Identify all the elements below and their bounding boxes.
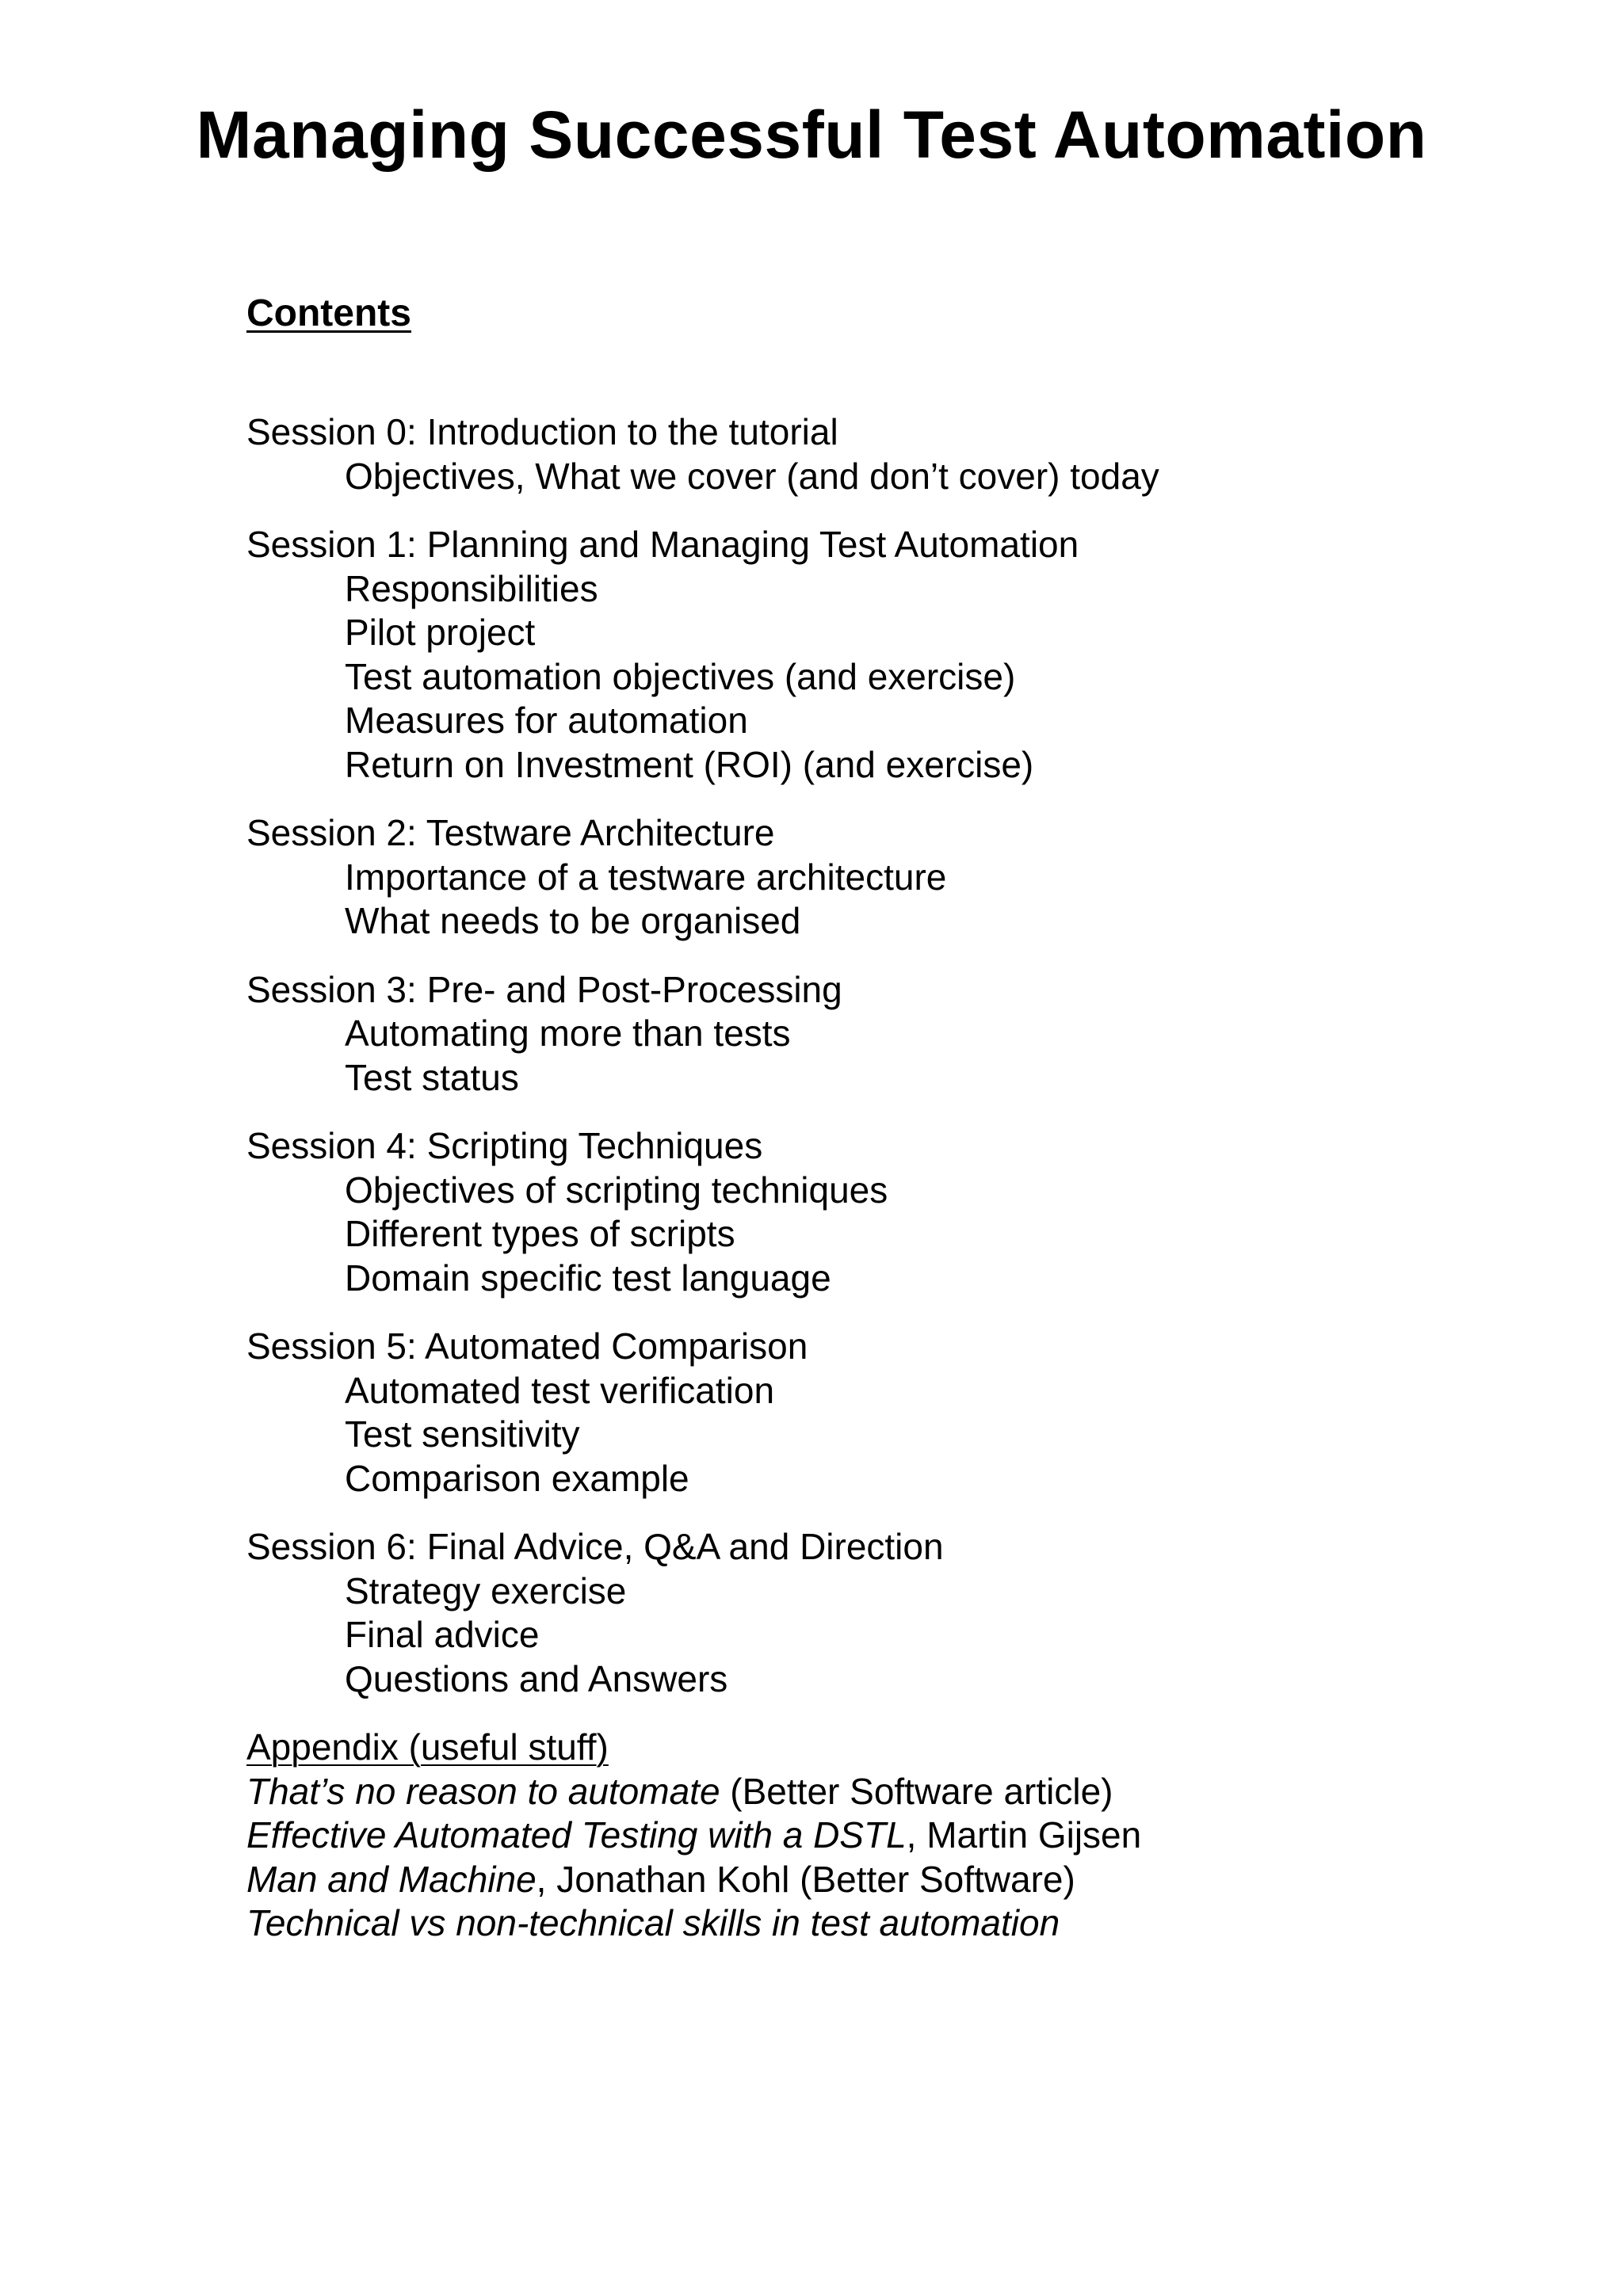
session-item: Domain specific test language	[345, 1257, 831, 1299]
session-item: Objectives of scripting techniques	[345, 1169, 888, 1211]
session-item: Automating more than tests	[345, 1013, 791, 1054]
appendix-item-title: Technical vs non-technical skills in test automation	[246, 1902, 1060, 1943]
session-items	[246, 455, 1514, 499]
session-1	[246, 523, 1514, 787]
session-items	[246, 567, 1514, 788]
document-title: Managing Successful Test Automation	[196, 97, 1427, 172]
appendix-item-detail: , Martin Gijsen	[906, 1814, 1142, 1855]
session-title: Session 2: Testware Architecture	[246, 812, 775, 853]
session-item: Pilot project	[345, 612, 536, 653]
session-item: Automated test verification	[345, 1369, 775, 1411]
session-title: Session 1: Planning and Managing Test Automation	[246, 524, 1079, 565]
appendix-item-title: Man and Machine	[246, 1858, 537, 1900]
session-item: Responsibilities	[345, 567, 598, 609]
session-title: Session 0: Introduction to the tutorial	[246, 411, 838, 452]
appendix-item	[246, 1814, 1514, 1858]
session-item: Comparison example	[345, 1457, 689, 1499]
session-items	[246, 1569, 1514, 1702]
session-title: Session 3: Pre- and Post-Processing	[246, 968, 842, 1010]
session-item: Measures for automation	[345, 700, 748, 741]
session-5	[246, 1325, 1514, 1501]
session-item: Return on Investment (ROI) (and exercise)	[345, 743, 1034, 785]
contents-heading: Contents	[246, 292, 411, 334]
session-3	[246, 968, 1514, 1100]
session-4	[246, 1124, 1514, 1300]
appendix	[246, 1726, 1514, 1946]
session-items	[246, 856, 1514, 944]
appendix-item-title: Effective Automated Testing with a DSTL	[246, 1814, 907, 1855]
appendix-item	[246, 1901, 1514, 1946]
session-item: Test automation objectives (and exercise)	[345, 655, 1016, 697]
session-items	[246, 1012, 1514, 1100]
session-title: Session 4: Scripting Techniques	[246, 1125, 763, 1166]
session-item: Questions and Answers	[345, 1657, 728, 1699]
session-title: Session 6: Final Advice, Q&A and Direction	[246, 1526, 944, 1567]
appendix-item-title: That’s no reason to automate	[246, 1770, 720, 1812]
session-item: Objectives, What we cover (and don’t cover) today	[345, 455, 1159, 497]
appendix-item	[246, 1858, 1514, 1902]
session-item: What needs to be organised	[345, 900, 801, 941]
session-item: Strategy exercise	[345, 1569, 627, 1611]
session-0	[246, 410, 1514, 498]
session-title: Session 5: Automated Comparison	[246, 1325, 808, 1367]
session-item: Test sensitivity	[345, 1413, 580, 1455]
appendix-item	[246, 1770, 1514, 1814]
session-6	[246, 1525, 1514, 1701]
session-item: Final advice	[345, 1614, 540, 1655]
appendix-item-detail: , Jonathan Kohl (Better Software)	[536, 1858, 1075, 1900]
table-of-contents	[246, 410, 1514, 1946]
session-2	[246, 811, 1514, 944]
appendix-heading: Appendix (useful stuff)	[246, 1726, 609, 1768]
session-items	[246, 1169, 1514, 1301]
session-item: Test status	[345, 1056, 519, 1098]
appendix-items	[246, 1770, 1514, 1946]
session-item: Importance of a testware architecture	[345, 856, 947, 898]
session-item: Different types of scripts	[345, 1213, 735, 1254]
session-items	[246, 1369, 1514, 1501]
appendix-item-detail: (Better Software article)	[720, 1770, 1113, 1812]
